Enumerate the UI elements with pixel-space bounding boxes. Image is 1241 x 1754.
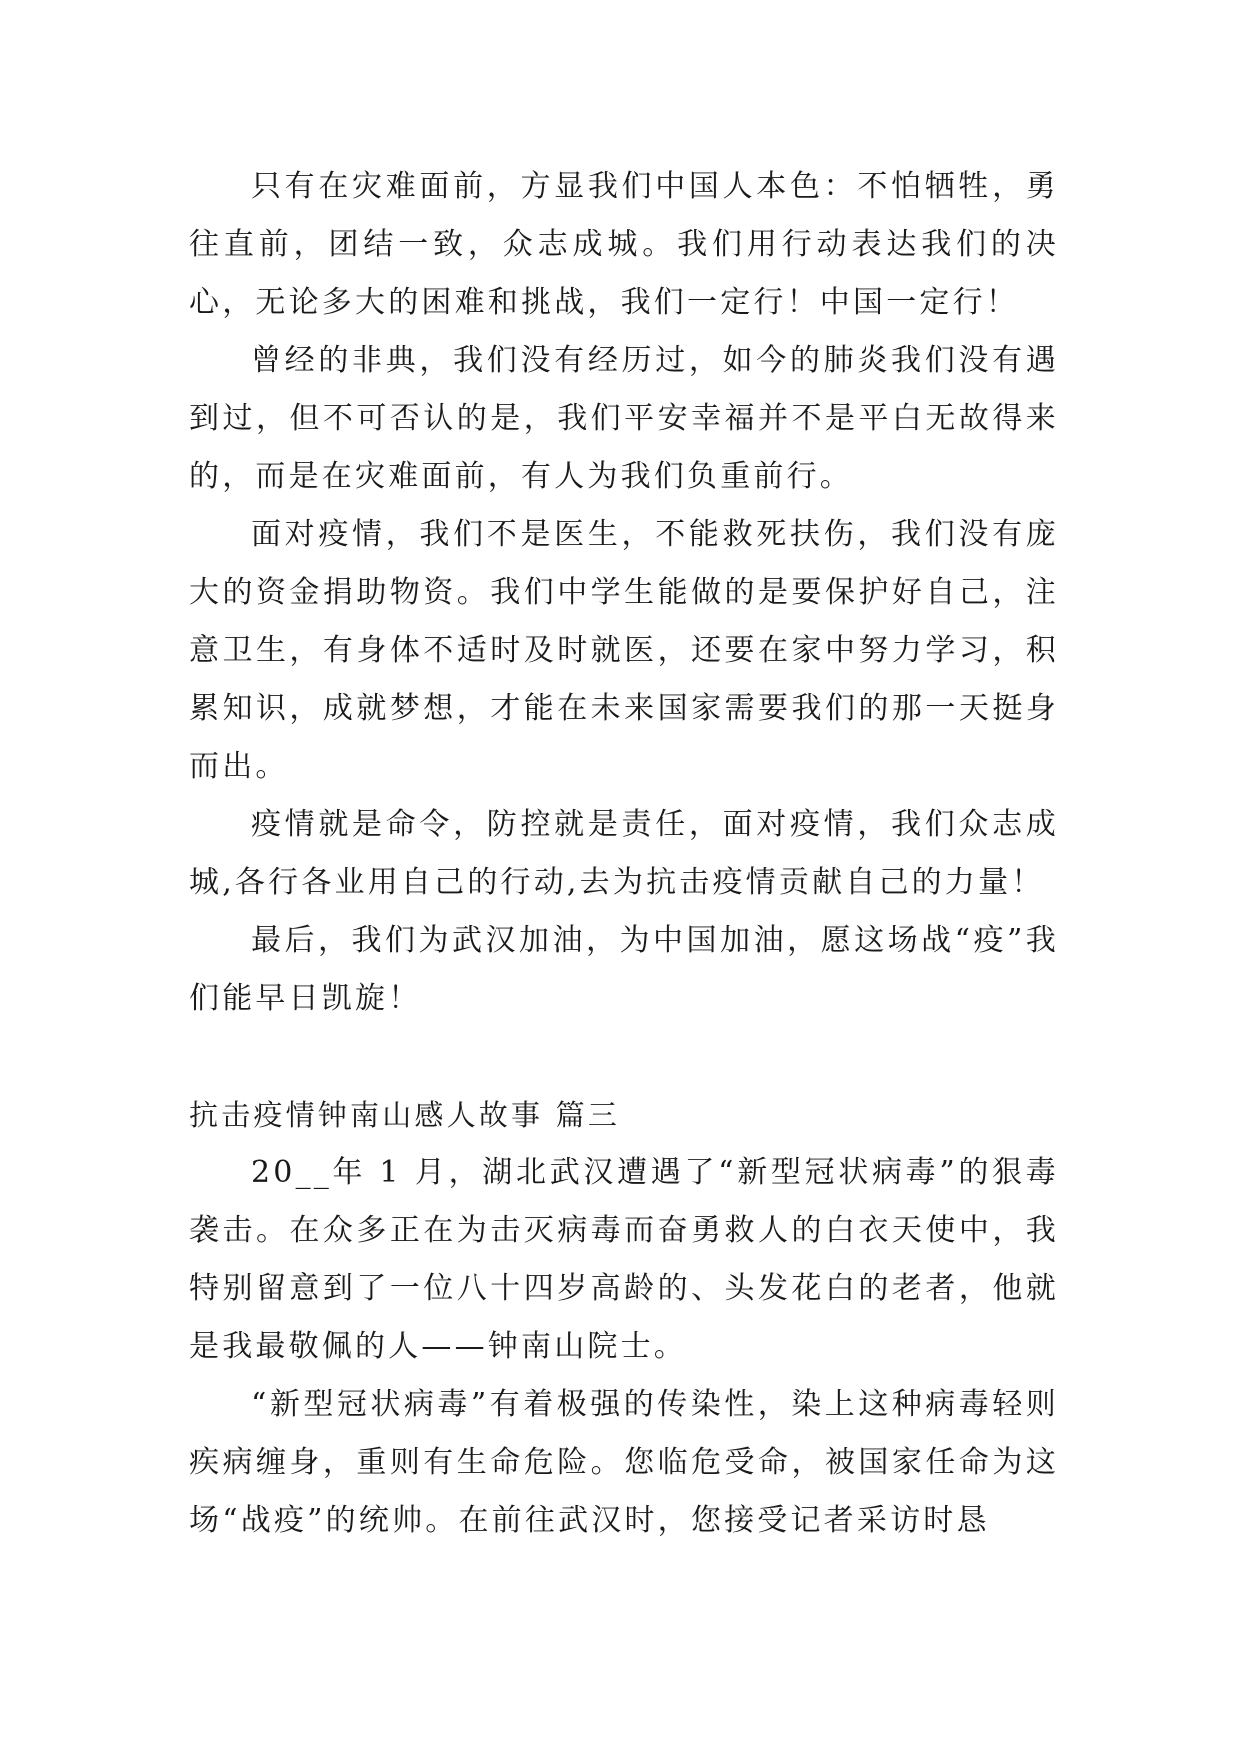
paragraph-7: “新型冠状病毒”有着极强的传染性，染上这种病毒轻则疾病缠身，重则有生命危险。您临危受命，被国家任命为这场“战疫”的统帅。在前往武汉时，您接受记者采访时恳 <box>189 1387 1059 1538</box>
paragraph-6: 20__年 1 月，湖北武汉遭遇了“新型冠状病毒”的狠毒袭击。在众多正在为击灭病毒而奋勇救人的白衣天使中，我特别留意到了一位八十四岁高龄的、头发花白的老者，他就是我最敬佩的人——钟南山院士。 <box>189 1155 1059 1364</box>
paragraph-2: 曾经的非典，我们没有经历过，如今的肺炎我们没有遇到过，但不可否认的是，我们平安幸福并不是平白无故得来的，而是在灾难面前，有人为我们负重前行。 <box>189 343 1059 494</box>
section-heading: 抗击疫情钟南山感人故事 篇三 <box>189 1098 621 1132</box>
paragraph-1: 只有在灾难面前，方显我们中国人本色：不怕牺牲，勇往直前，团结一致，众志成城。我们用行动表达我们的决心，无论多大的困难和挑战，我们一定行！中国一定行！ <box>189 169 1059 320</box>
blank-line <box>189 1028 1059 1086</box>
paragraph-5: 最后，我们为武汉加油，为中国加油，愿这场战“疫”我们能早日凯旋！ <box>189 923 1059 1016</box>
paragraph-3: 面对疫情，我们不是医生，不能救死扶伤，我们没有庞大的资金捐助物资。我们中学生能做的是要保护好自己，注意卫生，有身体不适时及时就医，还要在家中努力学习，积累知识，成就梦想，才能在未来国家需要我们的那一天挺身而出。 <box>189 517 1059 784</box>
document-body <box>189 158 1059 1550</box>
paragraph-4: 疫情就是命令，防控就是责任，面对疫情，我们众志成城,各行各业用自己的行动,去为抗击疫情贡献自己的力量！ <box>189 807 1059 900</box>
